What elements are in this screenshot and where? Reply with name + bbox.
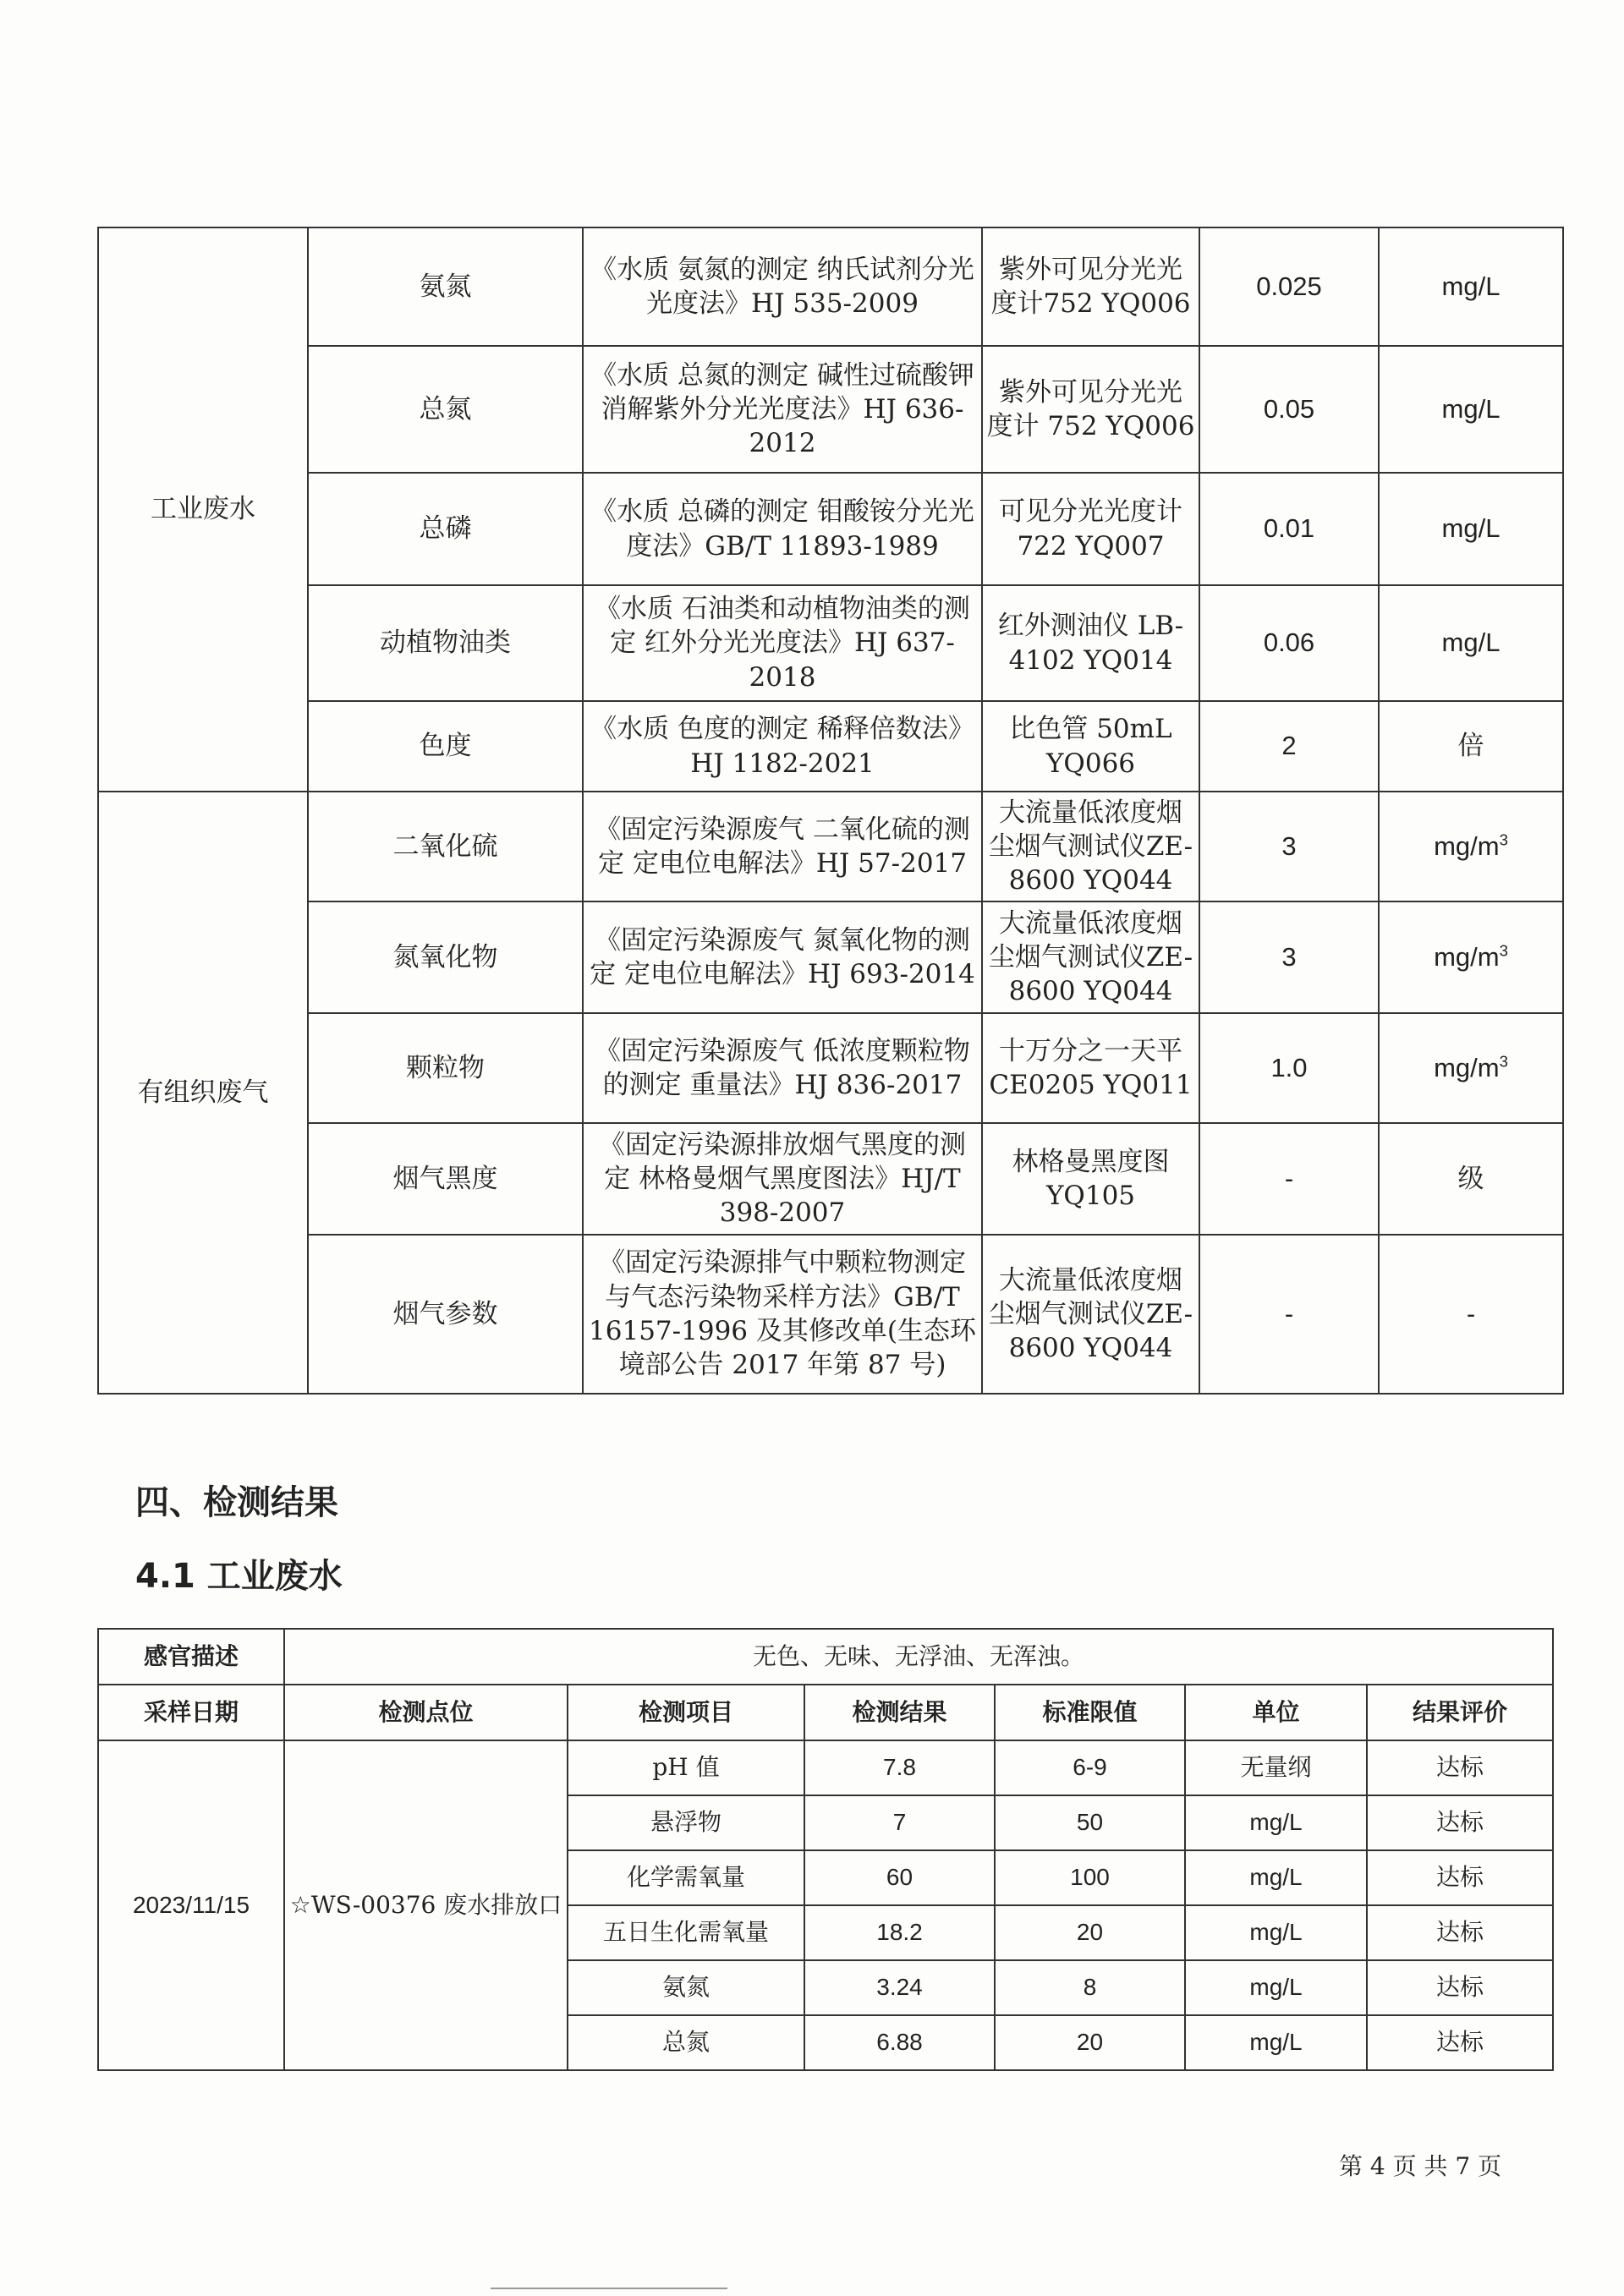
item-cell: 氨氮 <box>308 227 583 346</box>
result-unit: mg/L <box>1185 1795 1367 1850</box>
limit-cell: 0.05 <box>1199 346 1379 473</box>
header-date: 采样日期 <box>98 1685 284 1740</box>
unit-cell: mg/L <box>1379 227 1563 346</box>
method-cell: 《水质 石油类和动植物油类的测定 红外分光光度法》HJ 637-2018 <box>583 585 982 701</box>
method-cell: 《固定污染源废气 低浓度颗粒物的测定 重量法》HJ 836-2017 <box>583 1013 982 1123</box>
header-item: 检测项目 <box>568 1685 804 1740</box>
divider <box>491 2288 727 2289</box>
instrument-cell: 十万分之一天平 CE0205 YQ011 <box>982 1013 1199 1123</box>
method-cell: 《水质 总氮的测定 碱性过硫酸钾消解紫外分光光度法》HJ 636-2012 <box>583 346 982 473</box>
instrument-cell: 大流量低浓度烟尘烟气测试仪ZE-8600 YQ044 <box>982 901 1199 1013</box>
method-cell: 《水质 色度的测定 稀释倍数法》HJ 1182-2021 <box>583 701 982 792</box>
result-eval: 达标 <box>1367 1795 1553 1850</box>
result-item: pH 值 <box>568 1740 804 1795</box>
header-result: 检测结果 <box>804 1685 995 1740</box>
instrument-cell: 大流量低浓度烟尘烟气测试仪ZE-8600 YQ044 <box>982 1235 1199 1394</box>
result-limit: 100 <box>995 1850 1185 1905</box>
result-item: 化学需氧量 <box>568 1850 804 1905</box>
result-limit: 8 <box>995 1960 1185 2015</box>
limit-cell: 1.0 <box>1199 1013 1379 1123</box>
sensory-row <box>98 1629 1553 1685</box>
item-cell: 动植物油类 <box>308 585 583 701</box>
unit-cell: $mg/m^3$ <box>1379 1013 1563 1123</box>
result-unit: mg/L <box>1185 2015 1367 2070</box>
result-table <box>97 1628 1554 2071</box>
page-number: 第 4 页 共 7 页 <box>1339 2152 1502 2180</box>
method-cell: 《水质 总磷的测定 钼酸铵分光光度法》GB/T 11893-1989 <box>583 473 982 585</box>
method-row <box>98 473 1563 585</box>
instrument-cell: 红外测油仪 LB-4102 YQ014 <box>982 585 1199 701</box>
unit-cell: $mg/m^3$ <box>1379 792 1563 901</box>
result-item: 悬浮物 <box>568 1795 804 1850</box>
item-cell: 总磷 <box>308 473 583 585</box>
header-location: 检测点位 <box>284 1685 568 1740</box>
result-table-body <box>98 1740 1553 2070</box>
header-limit: 标准限值 <box>995 1685 1185 1740</box>
result-eval: 达标 <box>1367 1740 1553 1795</box>
unit-cell: 级 <box>1379 1123 1563 1235</box>
method-cell: 《固定污染源排放烟气黑度的测定 林格曼烟气黑度图法》HJ/T 398-2007 <box>583 1123 982 1235</box>
item-cell: 烟气黑度 <box>308 1123 583 1235</box>
instrument-cell: 紫外可见分光光度计 752 YQ006 <box>982 346 1199 473</box>
result-limit: 6-9 <box>995 1740 1185 1795</box>
sub-title: 4.1 工业废水 <box>135 1557 343 1596</box>
result-item: 氨氮 <box>568 1960 804 2015</box>
method-cell: 《水质 氨氮的测定 纳氏试剂分光光度法》HJ 535-2009 <box>583 227 982 346</box>
item-cell: 氮氧化物 <box>308 901 583 1013</box>
result-limit: 50 <box>995 1795 1185 1850</box>
result-value: 7 <box>804 1795 995 1850</box>
method-cell: 《固定污染源废气 氮氧化物的测定 定电位电解法》HJ 693-2014 <box>583 901 982 1013</box>
result-unit: mg/L <box>1185 1850 1367 1905</box>
method-cell: 《固定污染源废气 二氧化硫的测定 定电位电解法》HJ 57-2017 <box>583 792 982 901</box>
result-eval: 达标 <box>1367 2015 1553 2070</box>
result-unit: mg/L <box>1185 1960 1367 2015</box>
header-unit: 单位 <box>1185 1685 1367 1740</box>
instrument-cell: 林格曼黑度图 YQ105 <box>982 1123 1199 1235</box>
item-cell: 色度 <box>308 701 583 792</box>
result-value: 60 <box>804 1850 995 1905</box>
instrument-cell: 大流量低浓度烟尘烟气测试仪ZE-8600 YQ044 <box>982 792 1199 901</box>
limit-cell: - <box>1199 1235 1379 1394</box>
item-cell: 颗粒物 <box>308 1013 583 1123</box>
result-row <box>98 1740 1553 1795</box>
limit-cell: - <box>1199 1123 1379 1235</box>
method-row <box>98 1013 1563 1123</box>
method-table-body <box>98 227 1563 1394</box>
limit-cell: 0.025 <box>1199 227 1379 346</box>
method-row <box>98 1235 1563 1394</box>
sensory-value: 无色、无味、无浮油、无浑浊。 <box>284 1629 1553 1685</box>
item-cell: 二氧化硫 <box>308 792 583 901</box>
sensory-label: 感官描述 <box>98 1629 284 1685</box>
result-eval: 达标 <box>1367 1960 1553 2015</box>
result-unit: 无量纲 <box>1185 1740 1367 1795</box>
result-value: 18.2 <box>804 1905 995 1960</box>
unit-superscript: 3 <box>1499 1052 1508 1071</box>
result-value: 7.8 <box>804 1740 995 1795</box>
unit-cell: $mg/m^3$ <box>1379 901 1563 1013</box>
unit-superscript: 3 <box>1499 830 1508 849</box>
method-row <box>98 227 1563 346</box>
result-eval: 达标 <box>1367 1905 1553 1960</box>
limit-cell: 0.01 <box>1199 473 1379 585</box>
section-title: 四、检测结果 <box>135 1483 338 1522</box>
header-eval: 结果评价 <box>1367 1685 1553 1740</box>
item-cell: 总氮 <box>308 346 583 473</box>
method-row <box>98 701 1563 792</box>
instrument-cell: 可见分光光度计 722 YQ007 <box>982 473 1199 585</box>
method-row <box>98 901 1563 1013</box>
method-row <box>98 585 1563 701</box>
method-cell: 《固定污染源排气中颗粒物测定与气态污染物采样方法》GB/T 16157-1996 及其修改单(生态环境部公告 2017 年第 87 号) <box>583 1235 982 1394</box>
method-table <box>97 227 1564 1395</box>
category-cell: 有组织废气 <box>98 792 308 1394</box>
unit-cell: 倍 <box>1379 701 1563 792</box>
result-value: 6.88 <box>804 2015 995 2070</box>
method-row <box>98 346 1563 473</box>
limit-cell: 2 <box>1199 701 1379 792</box>
unit-cell: mg/L <box>1379 473 1563 585</box>
item-cell: 烟气参数 <box>308 1235 583 1394</box>
limit-cell: 0.06 <box>1199 585 1379 701</box>
instrument-cell: 紫外可见分光光度计752 YQ006 <box>982 227 1199 346</box>
unit-cell: mg/L <box>1379 346 1563 473</box>
sampling-date: 2023/11/15 <box>98 1740 284 2070</box>
unit-cell: mg/L <box>1379 585 1563 701</box>
instrument-cell: 比色管 50mL YQ066 <box>982 701 1199 792</box>
result-header-row <box>98 1685 1553 1740</box>
category-cell: 工业废水 <box>98 227 308 792</box>
result-limit: 20 <box>995 1905 1185 1960</box>
limit-cell: 3 <box>1199 792 1379 901</box>
result-limit: 20 <box>995 2015 1185 2070</box>
result-eval: 达标 <box>1367 1850 1553 1905</box>
sampling-location: ☆WS-00376 废水排放口 <box>284 1740 568 2070</box>
result-unit: mg/L <box>1185 1905 1367 1960</box>
limit-cell: 3 <box>1199 901 1379 1013</box>
method-row <box>98 792 1563 901</box>
unit-cell: - <box>1379 1235 1563 1394</box>
result-item: 总氮 <box>568 2015 804 2070</box>
result-value: 3.24 <box>804 1960 995 2015</box>
method-row <box>98 1123 1563 1235</box>
unit-superscript: 3 <box>1499 941 1508 960</box>
result-item: 五日生化需氧量 <box>568 1905 804 1960</box>
